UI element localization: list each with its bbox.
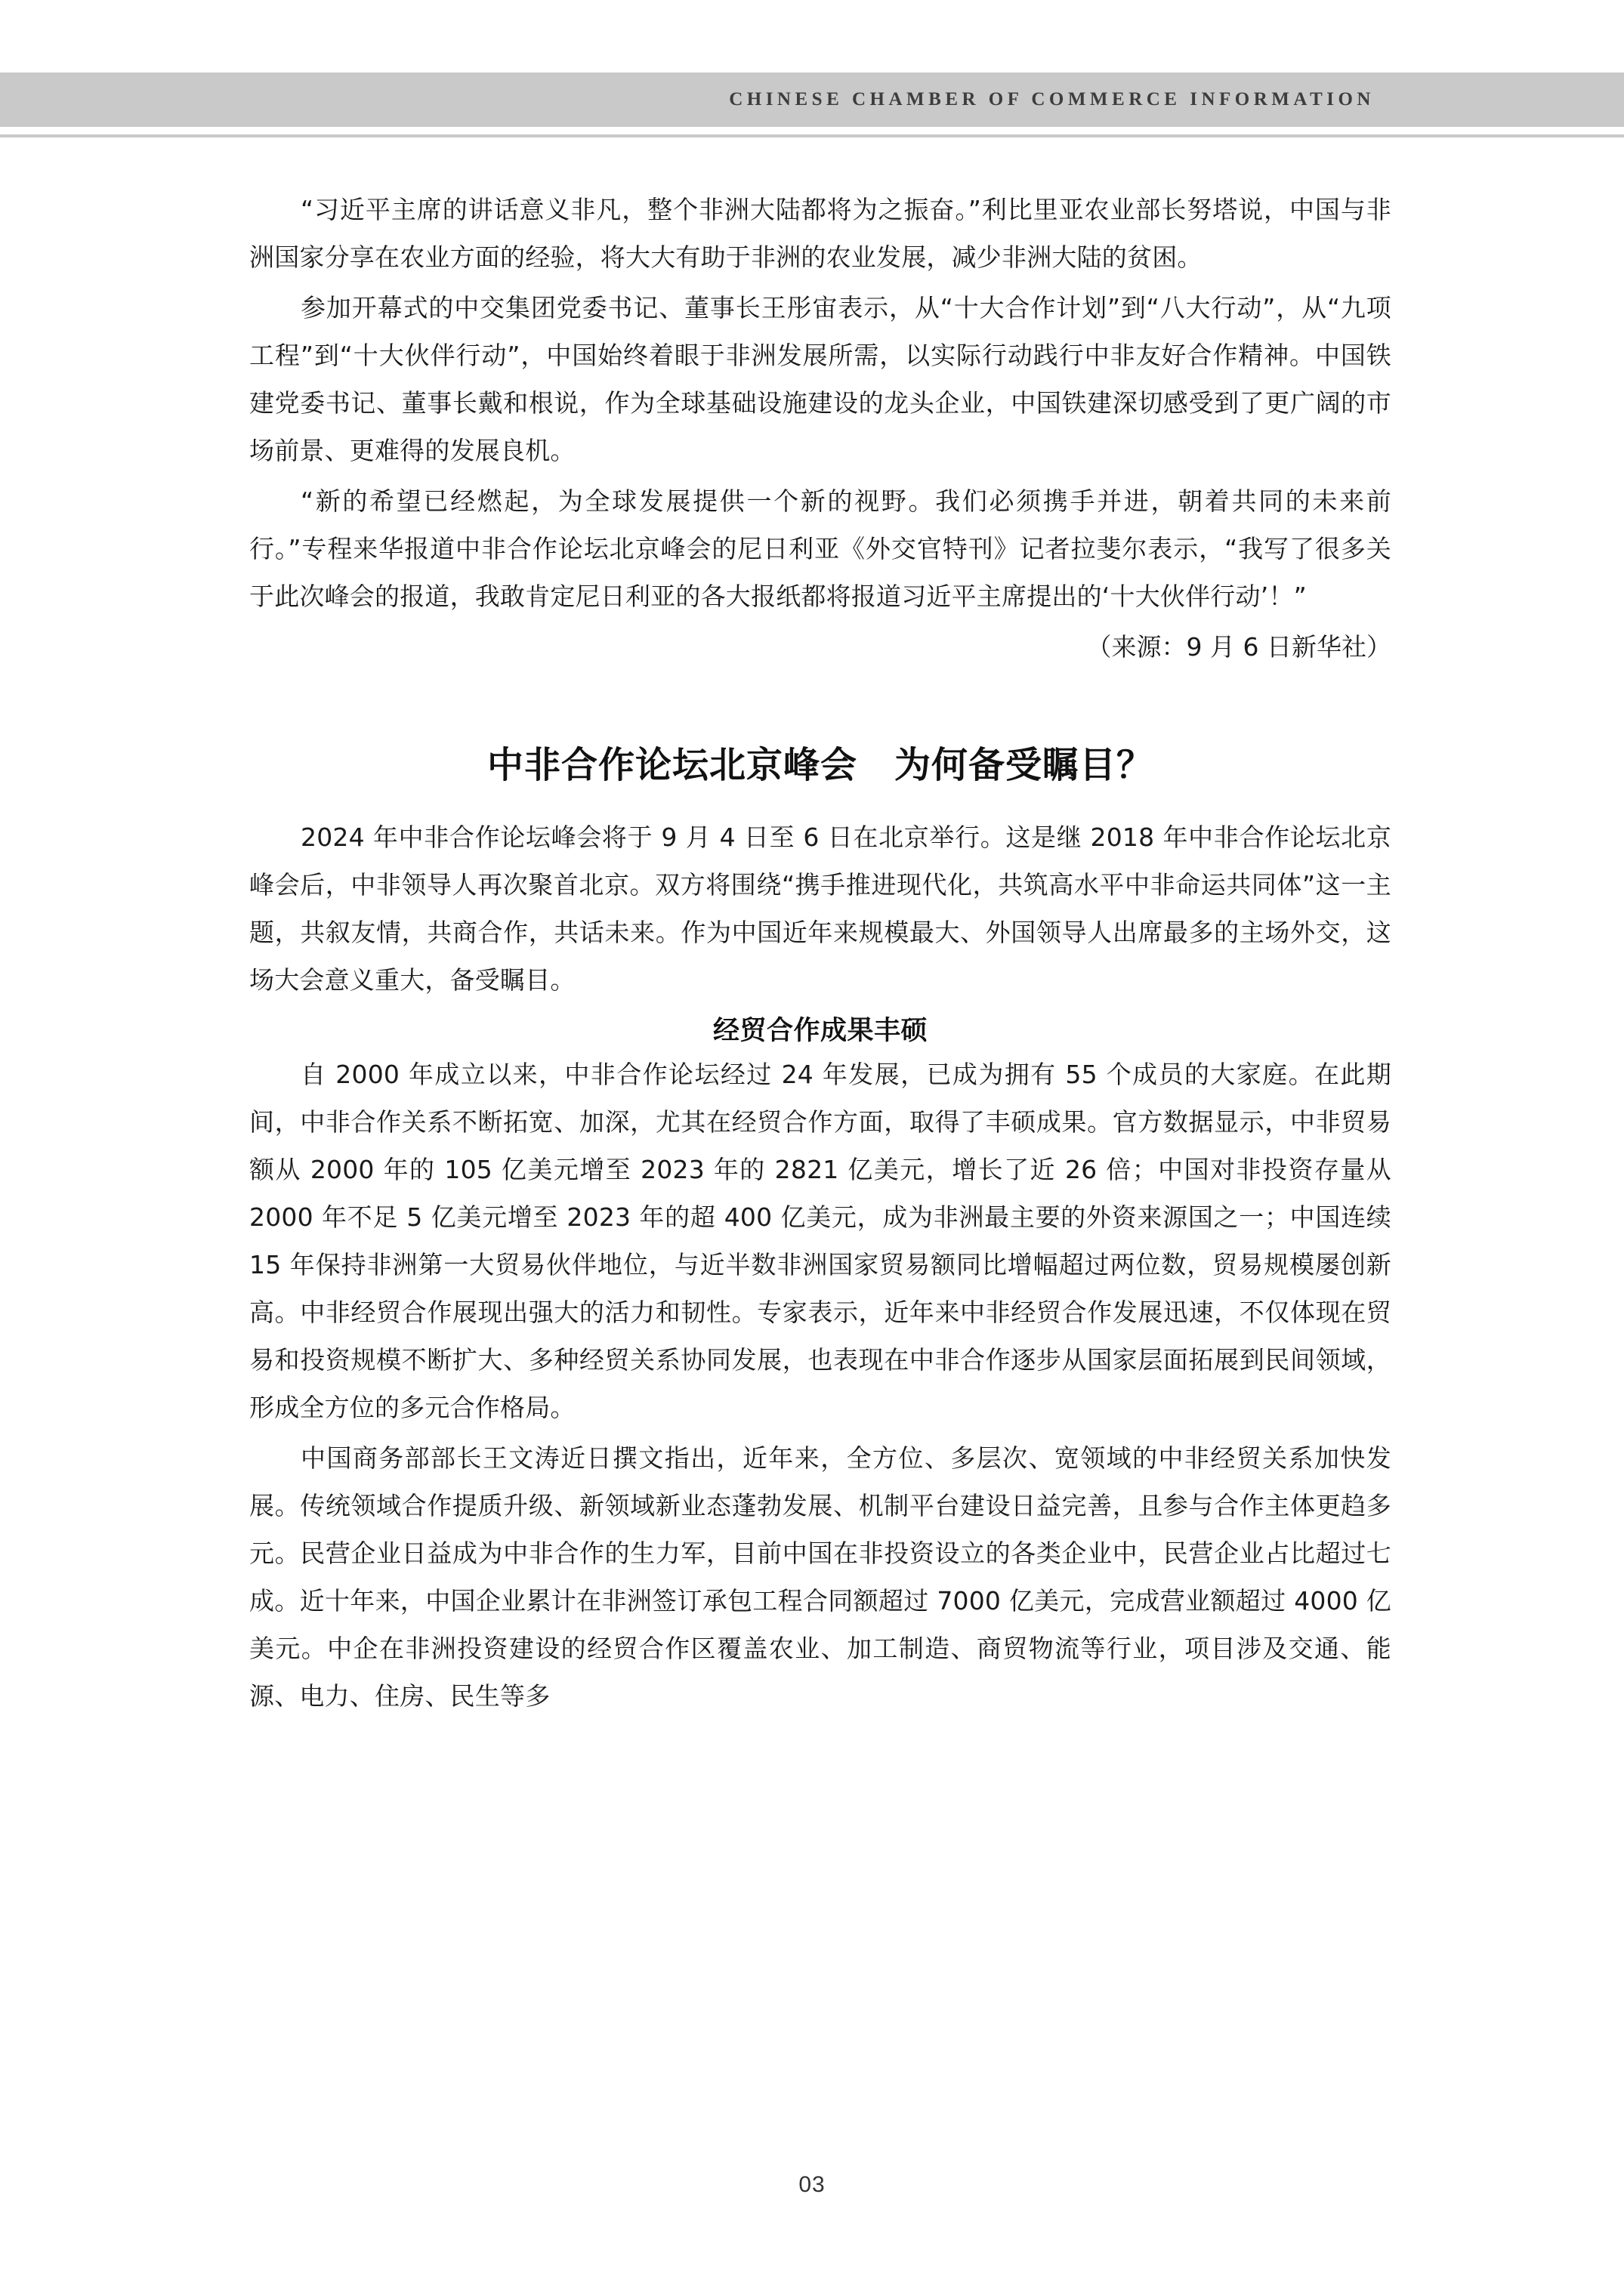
page-header-band xyxy=(0,73,1624,127)
page-number: 03 xyxy=(798,2172,826,2197)
paragraph: 自 2000 年成立以来，中非合作论坛经过 24 年发展，已成为拥有 55 个成员的大家庭。在此期间，中非合作关系不断拓宽、加深，尤其在经贸合作方面，取得了丰硕成果。官方数据显示，中非贸易额从 2000 年的 105 亿美元增至 2023 年的 2821 亿美元，增长了近 26 倍；中国对非投资存量从 2000 年不足 5 亿美元增至 2023 年的超 400 亿美元，成为非洲最主要的外资来源国之一；中国连续 15 年保持非洲第一大贸易伙伴地位，与近半数非洲国家贸易额同比增幅超过两位数，贸易规模屡创新高。中非经贸合作展现出强大的活力和韧性。专家表示，近年来中非经贸合作发展迅速，不仅体现在贸易和投资规模不断扩大、多种经贸关系协同发展，也表现在中非合作逐步从国家层面拓展到民间领域，形成全方位的多元合作格局。 xyxy=(249,1060,1391,1422)
section-heading: 经贸合作成果丰硕 xyxy=(712,1016,928,1046)
paragraph: “新的希望已经燃起，为全球发展提供一个新的视野。我们必须携手并进，朝着共同的未来前行。”专程来华报道中非合作论坛北京峰会的尼日利亚《外交官特刊》记者拉斐尔表示，“我写了很多关于此次峰会的报道，我敢肯定尼日利亚的各大报纸都将报道习近平主席提出的‘十大伙伴行动’！” xyxy=(249,486,1391,611)
page-header-inner xyxy=(729,73,1375,127)
header-title: CHINESE CHAMBER OF COMMERCE INFORMATION xyxy=(729,89,1375,110)
paragraph: 参加开幕式的中交集团党委书记、董事长王彤宙表示，从“十大合作计划”到“八大行动”，从“九项工程”到“十大伙伴行动”，中国始终着眼于非洲发展所需，以实际行动践行中非友好合作精神。中国铁建党委书记、董事长戴和根说，作为全球基础设施建设的龙头企业，中国铁建深切感受到了更广阔的市场前景、更难得的发展良机。 xyxy=(249,293,1391,465)
article-content xyxy=(249,186,1391,1723)
paragraph: “习近平主席的讲话意义非凡，整个非洲大陆都将为之振奋。”利比里亚农业部长努塔说，中国与非洲国家分享在农业方面的经验，将大大有助于非洲的农业发展，减少非洲大陆的贫困。 xyxy=(249,195,1391,272)
page-title: 中非合作论坛北京峰会 为何备受瞩目？ xyxy=(486,744,1153,786)
article-source: （来源：9 月 6 日新华社） xyxy=(1086,632,1391,662)
header-rule xyxy=(0,134,1624,137)
paragraph: 2024 年中非合作论坛峰会将于 9 月 4 日至 6 日在北京举行。这是继 2018 年中非合作论坛北京峰会后，中非领导人再次聚首北京。双方将围绕“携手推进现代化，共筑高水平中非命运共同体”这一主题，共叙友情，共商合作，共话未来。作为中国近年来规模最大、外国领导人出席最多的主场外交，这场大会意义重大，备受瞩目。 xyxy=(249,822,1391,995)
paragraph: 中国商务部部长王文涛近日撰文指出，近年来，全方位、多层次、宽领域的中非经贸关系加快发展。传统领域合作提质升级、新领域新业态蓬勃发展、机制平台建设日益完善，且参与合作主体更趋多元。民营企业日益成为中非合作的生力军，目前中国在非投资设立的各类企业中，民营企业占比超过七成。近十年来，中国企业累计在非洲签订承包工程合同额超过 7000 亿美元，完成营业额超过 4000 亿美元。中企在非洲投资建设的经贸合作区覆盖农业、加工制造、商贸物流等行业，项目涉及交通、能源、电力、住房、民生等多 xyxy=(249,1443,1391,1711)
